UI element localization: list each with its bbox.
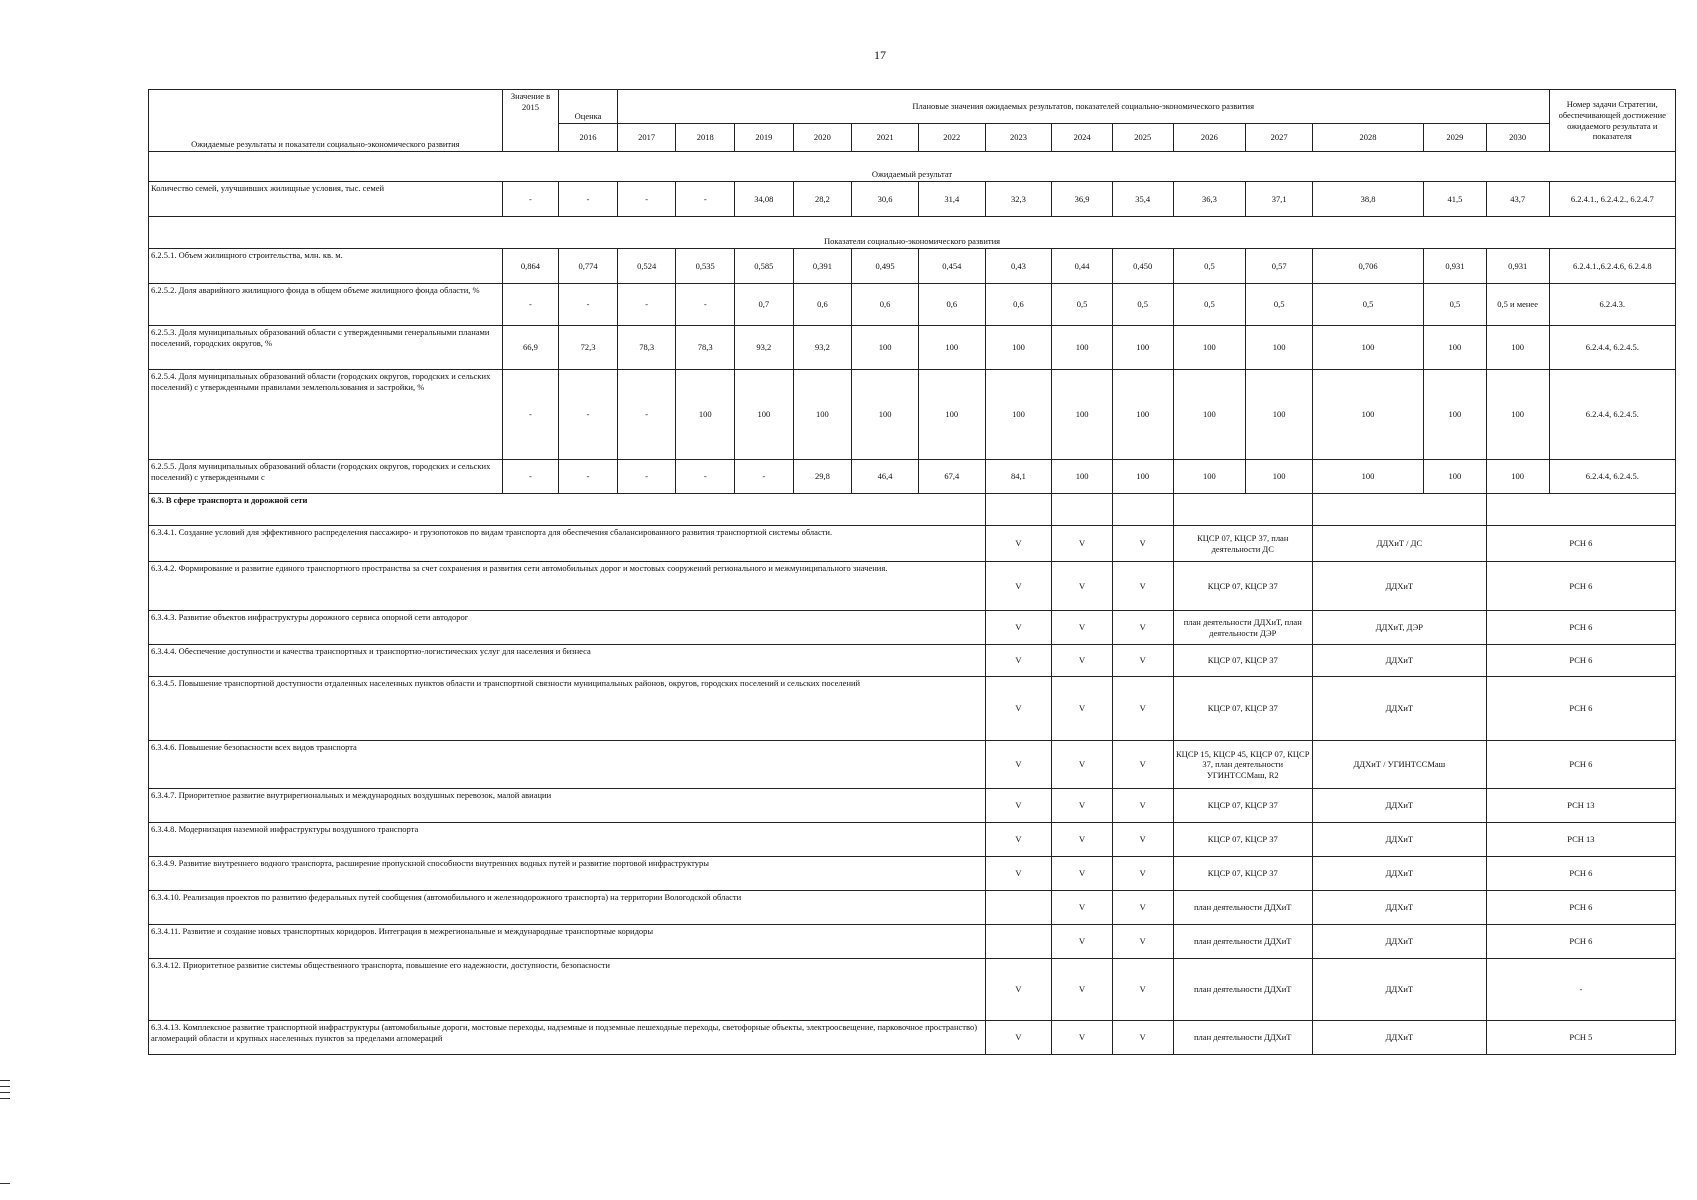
margin-marks [0,1080,10,1104]
table-row: 6.2.5.4. Доля муниципальных образований области (городских округов, городских и сельских поселений) с утвержденными правилами землепользования и застройки, % - - - 100 100 100 100 100 100 100 100 100 100 100 100 100 6.2.4.4, 6.2.4.5. [149,370,1676,460]
section-expected: Ожидаемый результат [149,152,1676,182]
table-row: Количество семей, улучшивших жилищные условия, тыс. семей - - - - 34,08 28,2 30,6 31,4 32,3 36,9 35,4 36,3 37,1 38,8 41,5 43,7 6.2.4.1., 6.2.4.2., 6.2.4.7 [149,182,1676,217]
header-indicator: Ожидаемые результаты и показатели социально-экономического развития [149,90,503,152]
table-row: 6.2.5.5. Доля муниципальных образований области (городских округов, городских и сельских поселений) с утвержденными с - - - - - 29,8 46,4 67,4 84,1 100 100 100 100 100 100 100 6.2.4.4, 6.2.4.5. [149,460,1676,494]
year-2023: 2023 [985,124,1052,152]
table-row: 6.3.4.2. Формирование и развитие единого транспортного пространства за счет сохранения и развития сети автомобильных дорог и мостовых сооружений регионального и межмуниципального значения. V V V КЦСР 07, КЦСР 37 ДДХиТ РСН 6 [149,562,1676,611]
year-2016: 2016 [559,124,618,152]
transport-section-title: 6.3. В сфере транспорта и дорожной сети [149,494,986,526]
year-2025: 2025 [1112,124,1173,152]
year-2021: 2021 [852,124,919,152]
table-row: 6.2.5.2. Доля аварийного жилищного фонда в общем объеме жилищного фонда области, % - - - - 0,7 0,6 0,6 0,6 0,6 0,5 0,5 0,5 0,5 0,5 0,5 0,5 и менее 6.2.4.3. [149,284,1676,326]
table-row: 6.3.4.12. Приоритетное развитие системы общественного транспорта, повышение его надежности, доступности, безопасности V V V план деятельности ДДХиТ ДДХиТ - [149,959,1676,1021]
header-estimate: Оценка [559,90,618,124]
year-2020: 2020 [793,124,852,152]
section-indicators: Показатели социально-экономического развития [149,217,1676,249]
table-row: 6.3.4.6. Повышение безопасности всех видов транспорта V V V КЦСР 15, КЦСР 45, КЦСР 07, КЦСР 37, план деятельности УГИНТССМаш, R2 ДДХиТ / УГИНТССМаш РСН 6 [149,741,1676,789]
table-row: 6.3.4.10. Реализация проектов по развитию федеральных путей сообщения (автомобильного и железнодорожного транспорта) на территории Вологодской области V V план деятельности ДДХиТ ДДХиТ РСН 6 [149,891,1676,925]
header-value-2015: Значение в 2015 [502,90,559,152]
table-row: 6.3.4.13. Комплексное развитие транспортной инфраструктуры (автомобильные дороги, мостовые переходы, надземные и подземные пешеходные переходы, светофорные объекты, электроосвещение, парковочное пространство) агломераций области и крупных населенных пунктов за пределами агломераций V V V план деятельности ДДХиТ ДДХиТ РСН 5 [149,1021,1676,1055]
header-task: Номер задачи Стратегии, обеспечивающей достижение ожидаемого результата и показателя [1549,90,1675,152]
year-2026: 2026 [1173,124,1246,152]
table-row: 6.3.4.11. Развитие и создание новых транспортных коридоров. Интеграция в межрегиональные и международные транспортные коридоры V V план деятельности ДДХиТ ДДХиТ РСН 6 [149,925,1676,959]
table-row: 6.3.4.5. Повышение транспортной доступности отдаленных населенных пунктов области и транспортной связности муниципальных районов, округов, городских поселений и сельских поселений V V V КЦСР 07, КЦСР 37 ДДХиТ РСН 6 [149,677,1676,741]
year-2030: 2030 [1486,124,1549,152]
table-row: 6.3.4.7. Приоритетное развитие внутрирегиональных и международных воздушных перевозок, малой авиации V V V КЦСР 07, КЦСР 37 ДДХиТ РСН 13 [149,789,1676,823]
margin-mark [0,1183,10,1184]
year-2022: 2022 [918,124,985,152]
year-2018: 2018 [676,124,735,152]
year-2017: 2017 [617,124,676,152]
strategy-table [148,89,1676,1055]
table-row: 6.2.5.3. Доля муниципальных образований области с утвержденными генеральными планами поселений, городских округов, % 66,9 72,3 78,3 78,3 93,2 93,2 100 100 100 100 100 100 100 100 100 100 6.2.4.4, 6.2.4.5. [149,326,1676,370]
year-2028: 2028 [1312,124,1423,152]
page-number: 17 [874,48,886,62]
table-row: 6.3.4.4. Обеспечение доступности и качества транспортных и транспортно-логистических услуг для населения и бизнеса V V V КЦСР 07, КЦСР 37 ДДХиТ РСН 6 [149,645,1676,677]
year-2024: 2024 [1052,124,1113,152]
header-plan: Плановые значения ожидаемых результатов, показателей социально-экономического развития [617,90,1549,124]
year-2019: 2019 [735,124,794,152]
year-2027: 2027 [1246,124,1313,152]
table-row: 6.3.4.8. Модернизация наземной инфраструктуры воздушного транспорта V V V КЦСР 07, КЦСР 37 ДДХиТ РСН 13 [149,823,1676,857]
table-row: 6.3.4.3. Развитие объектов инфраструктуры дорожного сервиса опорной сети автодорог V V V план деятельности ДДХиТ, план деятельности ДЭР ДДХиТ, ДЭР РСН 6 [149,611,1676,645]
table-row: 6.3.4.9. Развитие внутреннего водного транспорта, расширение пропускной способности внутренних водных путей и развитие портовой инфраструктуры V V V КЦСР 07, КЦСР 37 ДДХиТ РСН 6 [149,857,1676,891]
table-row: 6.3.4.1. Создание условий для эффективного распределения пассажиро- и грузопотоков по видам транспорта для обеспечения сбалансированного развития транспортной системы области. V V V КЦСР 07, КЦСР 37, план деятельности ДС ДДХиТ / ДС РСН 6 [149,526,1676,562]
year-2029: 2029 [1424,124,1487,152]
table-row: 6.2.5.1. Объем жилищного строительства, млн. кв. м. 0,864 0,774 0,524 0,535 0,585 0,391 0,495 0,454 0,43 0,44 0,450 0,5 0,57 0,706 0,931 0,931 6.2.4.1.,6.2.4.6, 6.2.4.8 [149,249,1676,284]
